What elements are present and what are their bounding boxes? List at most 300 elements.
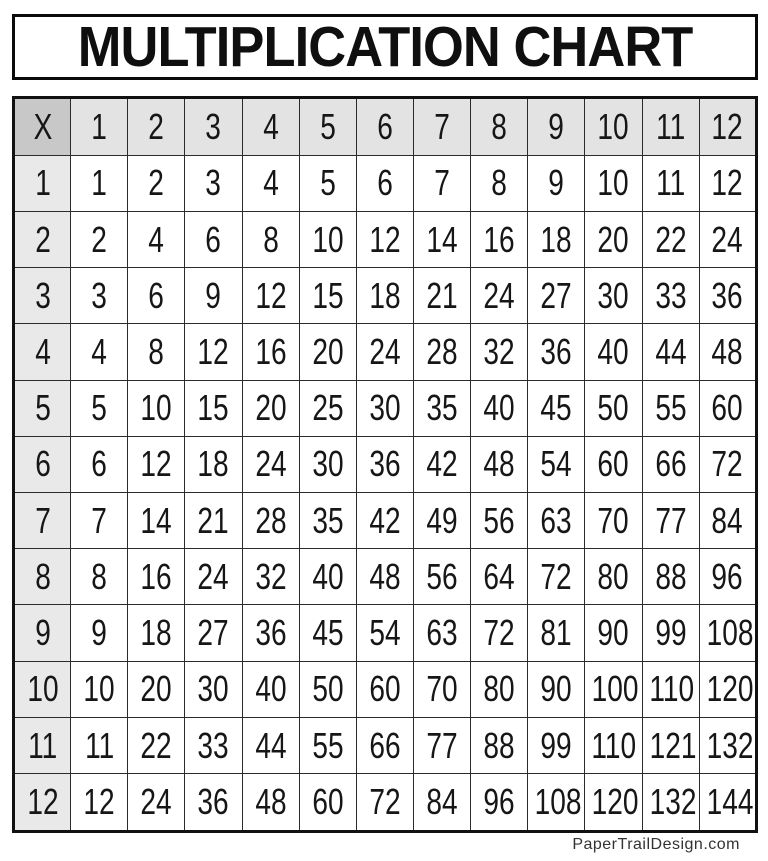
product-cell-value: 6	[377, 162, 393, 204]
product-cell-value: 12	[197, 331, 230, 372]
product-cell	[471, 155, 528, 211]
product-cell-value: 9	[548, 162, 565, 204]
row-header-cell	[14, 605, 71, 661]
table-row	[14, 155, 757, 211]
product-cell-value: 10	[312, 218, 344, 260]
product-cell	[185, 774, 242, 832]
product-cell	[71, 211, 128, 267]
product-cell	[642, 661, 699, 717]
product-cell	[128, 155, 185, 211]
product-cell	[585, 493, 642, 549]
product-cell	[356, 324, 413, 380]
product-cell	[356, 155, 413, 211]
column-header-cell	[185, 98, 242, 156]
column-header-cell-value: 11	[656, 105, 686, 147]
product-cell-value: 12	[140, 443, 172, 485]
column-header-cell-value: 4	[262, 105, 279, 147]
product-cell	[585, 380, 642, 436]
product-cell-value: 7	[434, 162, 450, 204]
product-cell	[356, 774, 413, 832]
row-header-cell-value: 3	[34, 274, 51, 316]
product-cell-value: 108	[534, 781, 582, 823]
product-cell-value: 32	[483, 331, 515, 372]
product-cell-value: 30	[597, 274, 630, 316]
table-row	[14, 661, 757, 717]
product-cell-value: 9	[91, 612, 108, 654]
table-row	[14, 549, 757, 605]
product-cell-value: 90	[540, 668, 572, 710]
product-cell	[642, 155, 699, 211]
product-cell-value: 56	[426, 555, 458, 597]
product-cell	[528, 493, 585, 549]
product-cell-value: 5	[319, 162, 336, 204]
product-cell-value: 100	[592, 668, 639, 710]
product-cell	[642, 436, 699, 492]
product-cell-value: 66	[369, 724, 401, 766]
product-cell-value: 42	[426, 443, 458, 485]
product-cell	[471, 774, 528, 832]
product-cell	[642, 268, 699, 324]
product-cell	[299, 380, 356, 436]
product-cell	[185, 324, 242, 380]
product-cell	[585, 211, 642, 267]
product-cell	[699, 774, 756, 832]
product-cell-value: 63	[540, 499, 572, 541]
product-cell	[699, 717, 756, 773]
product-cell	[299, 155, 356, 211]
product-cell-value: 132	[649, 781, 697, 823]
product-cell	[471, 493, 528, 549]
product-cell	[528, 268, 585, 324]
product-cell-value: 66	[654, 443, 687, 485]
product-cell	[242, 605, 299, 661]
product-cell	[185, 493, 242, 549]
column-header-cell-value: 10	[597, 105, 630, 147]
product-cell-value: 30	[312, 443, 344, 485]
product-cell	[642, 605, 699, 661]
product-cell-value: 18	[140, 612, 172, 654]
product-cell-value: 40	[597, 331, 630, 372]
product-cell	[585, 605, 642, 661]
product-cell-value: 3	[205, 162, 222, 204]
product-cell-value: 8	[148, 331, 165, 372]
row-header-cell-value: 6	[34, 443, 51, 485]
product-cell-value: 110	[591, 724, 637, 766]
product-cell	[699, 493, 756, 549]
product-cell-value: 27	[197, 612, 230, 654]
product-cell	[242, 324, 299, 380]
product-cell-value: 45	[540, 387, 572, 429]
product-cell	[299, 211, 356, 267]
product-cell	[71, 774, 128, 832]
product-cell-value: 121	[649, 724, 697, 766]
product-cell-value: 45	[312, 612, 344, 654]
product-cell-value: 12	[711, 162, 743, 204]
product-cell	[413, 605, 470, 661]
product-cell-value: 12	[255, 274, 287, 316]
product-cell-value: 60	[597, 443, 630, 485]
product-cell	[642, 549, 699, 605]
column-header-cell-value: 5	[319, 105, 336, 147]
product-cell-value: 18	[197, 443, 230, 485]
product-cell	[528, 436, 585, 492]
table-row	[14, 324, 757, 380]
product-cell-value: 72	[711, 443, 743, 485]
header-row	[14, 98, 757, 156]
product-cell	[185, 605, 242, 661]
row-header-cell	[14, 661, 71, 717]
product-cell	[413, 211, 470, 267]
product-cell-value: 48	[369, 555, 401, 597]
product-cell-value: 24	[197, 555, 230, 597]
row-header-cell-value: 12	[26, 781, 59, 823]
row-header-cell	[14, 380, 71, 436]
product-cell-value: 132	[706, 724, 754, 766]
product-cell	[128, 380, 185, 436]
product-cell-value: 30	[197, 668, 230, 710]
product-cell	[585, 717, 642, 773]
product-cell	[585, 774, 642, 832]
product-cell	[471, 661, 528, 717]
product-cell	[71, 661, 128, 717]
product-cell	[356, 661, 413, 717]
row-header-cell-value: 4	[34, 331, 51, 372]
product-cell	[528, 774, 585, 832]
product-cell	[128, 268, 185, 324]
product-cell-value: 24	[711, 218, 743, 260]
product-cell-value: 80	[483, 668, 515, 710]
product-cell-value: 16	[255, 331, 287, 372]
product-cell	[242, 493, 299, 549]
product-cell-value: 33	[197, 724, 230, 766]
product-cell-value: 8	[262, 218, 279, 260]
product-cell-value: 96	[483, 781, 515, 823]
product-cell	[413, 155, 470, 211]
product-cell-value: 2	[148, 162, 165, 204]
product-cell-value: 22	[654, 218, 687, 260]
product-cell-value: 60	[312, 781, 344, 823]
product-cell	[242, 211, 299, 267]
product-cell-value: 25	[312, 387, 344, 429]
product-cell-value: 70	[597, 499, 630, 541]
column-header-cell-value: 3	[205, 105, 222, 147]
product-cell	[71, 324, 128, 380]
product-cell-value: 84	[426, 781, 458, 823]
table-row	[14, 380, 757, 436]
product-cell	[699, 661, 756, 717]
product-cell	[413, 774, 470, 832]
product-cell-value: 50	[312, 668, 344, 710]
product-cell	[413, 380, 470, 436]
product-cell	[471, 436, 528, 492]
product-cell-value: 15	[312, 274, 344, 316]
table-row	[14, 268, 757, 324]
product-cell	[299, 549, 356, 605]
column-header-cell-value: 6	[377, 105, 393, 147]
product-cell	[242, 549, 299, 605]
product-cell-value: 10	[140, 387, 172, 429]
product-cell	[642, 493, 699, 549]
row-header-cell-value: 10	[26, 668, 59, 710]
corner-cell-value: X	[33, 105, 52, 147]
column-header-cell	[471, 98, 528, 156]
column-header-cell-value: 7	[434, 105, 450, 147]
table-row	[14, 774, 757, 832]
product-cell	[585, 661, 642, 717]
product-cell-value: 99	[654, 612, 687, 654]
product-cell	[185, 155, 242, 211]
product-cell-value: 81	[540, 612, 572, 654]
row-header-cell-value: 9	[34, 612, 51, 654]
product-cell-value: 27	[540, 274, 572, 316]
product-cell	[128, 717, 185, 773]
product-cell	[128, 549, 185, 605]
footer	[12, 833, 758, 854]
product-cell-value: 44	[255, 724, 287, 766]
row-header-cell-value: 8	[34, 555, 51, 597]
product-cell	[699, 605, 756, 661]
product-cell	[128, 661, 185, 717]
product-cell-value: 36	[369, 443, 401, 485]
product-cell	[585, 549, 642, 605]
product-cell-value: 84	[711, 499, 743, 541]
product-cell-value: 72	[369, 781, 401, 823]
product-cell-value: 20	[255, 387, 287, 429]
product-cell-value: 5	[91, 387, 108, 429]
product-cell-value: 144	[706, 781, 754, 823]
corner-cell	[14, 98, 71, 156]
product-cell-value: 72	[540, 555, 572, 597]
product-cell	[356, 436, 413, 492]
product-cell-value: 88	[483, 724, 515, 766]
product-cell-value: 30	[369, 387, 401, 429]
product-cell	[471, 324, 528, 380]
product-cell-value: 96	[711, 555, 743, 597]
product-cell	[71, 605, 128, 661]
product-cell	[242, 155, 299, 211]
product-cell	[699, 324, 756, 380]
product-cell	[528, 324, 585, 380]
column-header-cell	[128, 98, 185, 156]
table-row	[14, 436, 757, 492]
product-cell	[699, 211, 756, 267]
table-row	[14, 211, 757, 267]
product-cell	[528, 155, 585, 211]
column-header-cell	[699, 98, 756, 156]
product-cell-value: 80	[597, 555, 630, 597]
product-cell	[356, 493, 413, 549]
product-cell-value: 32	[255, 555, 287, 597]
product-cell-value: 8	[491, 162, 507, 204]
product-cell	[356, 380, 413, 436]
product-cell	[585, 436, 642, 492]
column-header-cell-value: 9	[548, 105, 565, 147]
product-cell	[299, 661, 356, 717]
product-cell-value: 7	[91, 499, 108, 541]
column-header-cell	[585, 98, 642, 156]
product-cell	[185, 661, 242, 717]
product-cell-value: 36	[540, 331, 572, 372]
row-header-cell	[14, 549, 71, 605]
product-cell-value: 120	[592, 781, 639, 823]
product-cell	[642, 717, 699, 773]
product-cell	[185, 549, 242, 605]
product-cell-value: 48	[255, 781, 287, 823]
product-cell	[299, 436, 356, 492]
product-cell	[128, 605, 185, 661]
product-cell	[128, 324, 185, 380]
product-cell-value: 2	[91, 218, 108, 260]
product-cell-value: 21	[426, 274, 458, 316]
page-title: MULTIPLICATION CHART	[77, 14, 693, 79]
product-cell	[299, 774, 356, 832]
product-cell	[299, 324, 356, 380]
product-cell	[71, 155, 128, 211]
product-cell-value: 20	[140, 668, 172, 710]
product-cell	[299, 717, 356, 773]
product-cell	[71, 493, 128, 549]
product-cell	[413, 324, 470, 380]
product-cell-value: 14	[426, 218, 458, 260]
product-cell	[528, 605, 585, 661]
product-cell-value: 77	[654, 499, 687, 541]
product-cell-value: 20	[597, 218, 630, 260]
product-cell-value: 14	[140, 499, 172, 541]
title-banner	[12, 14, 758, 80]
product-cell	[185, 268, 242, 324]
product-cell-value: 12	[369, 218, 401, 260]
product-cell-value: 36	[711, 274, 743, 316]
row-header-cell-value: 5	[34, 387, 51, 429]
product-cell-value: 24	[140, 781, 172, 823]
row-header-cell	[14, 268, 71, 324]
row-header-cell	[14, 324, 71, 380]
product-cell-value: 35	[312, 499, 344, 541]
product-cell-value: 35	[426, 387, 458, 429]
product-cell	[528, 717, 585, 773]
product-cell-value: 40	[483, 387, 515, 429]
row-header-cell-value: 2	[34, 218, 51, 260]
product-cell-value: 24	[255, 443, 287, 485]
product-cell	[356, 717, 413, 773]
product-cell-value: 63	[426, 612, 458, 654]
multiplication-grid-wrapper	[12, 96, 758, 833]
product-cell	[585, 324, 642, 380]
product-cell	[71, 717, 128, 773]
product-cell-value: 33	[654, 274, 687, 316]
product-cell	[356, 549, 413, 605]
product-cell	[71, 549, 128, 605]
product-cell	[642, 324, 699, 380]
product-cell-value: 18	[369, 274, 401, 316]
product-cell-value: 6	[205, 218, 222, 260]
product-cell	[642, 211, 699, 267]
column-header-cell	[71, 98, 128, 156]
product-cell	[699, 380, 756, 436]
product-cell-value: 40	[255, 668, 287, 710]
column-header-cell	[642, 98, 699, 156]
product-cell	[413, 268, 470, 324]
product-cell-value: 24	[369, 331, 401, 372]
product-cell-value: 110	[648, 668, 694, 710]
product-cell-value: 70	[426, 668, 458, 710]
column-header-cell-value: 8	[491, 105, 507, 147]
product-cell-value: 54	[369, 612, 401, 654]
product-cell	[242, 436, 299, 492]
row-header-cell-value: 11	[27, 724, 58, 766]
product-cell	[242, 717, 299, 773]
product-cell	[471, 549, 528, 605]
product-cell-value: 60	[369, 668, 401, 710]
product-cell-value: 72	[483, 612, 515, 654]
product-cell-value: 28	[426, 331, 458, 372]
product-cell-value: 18	[540, 218, 572, 260]
product-cell-value: 44	[654, 331, 687, 372]
row-header-cell-value: 7	[34, 499, 51, 541]
product-cell	[185, 380, 242, 436]
product-cell	[413, 549, 470, 605]
product-cell-value: 48	[711, 331, 743, 372]
product-cell-value: 4	[262, 162, 279, 204]
row-header-cell	[14, 436, 71, 492]
product-cell	[471, 380, 528, 436]
product-cell	[242, 380, 299, 436]
product-cell	[128, 436, 185, 492]
product-cell-value: 108	[706, 612, 754, 654]
product-cell	[471, 211, 528, 267]
product-cell-value: 54	[540, 443, 572, 485]
product-cell-value: 55	[312, 724, 344, 766]
product-cell	[299, 493, 356, 549]
product-cell-value: 55	[654, 387, 687, 429]
product-cell	[413, 717, 470, 773]
multiplication-table	[12, 96, 758, 833]
product-cell	[528, 380, 585, 436]
product-cell-value: 6	[148, 274, 165, 316]
product-cell	[185, 717, 242, 773]
product-cell-value: 8	[91, 555, 108, 597]
product-cell-value: 77	[426, 724, 458, 766]
product-cell	[128, 774, 185, 832]
product-cell	[642, 774, 699, 832]
credit-text: PaperTrailDesign.com	[572, 836, 740, 853]
product-cell-value: 10	[597, 162, 630, 204]
row-header-cell	[14, 717, 71, 773]
product-cell-value: 50	[597, 387, 630, 429]
product-cell-value: 16	[140, 555, 172, 597]
product-cell	[528, 211, 585, 267]
product-cell	[71, 268, 128, 324]
product-cell	[699, 436, 756, 492]
product-cell	[699, 549, 756, 605]
product-cell	[242, 268, 299, 324]
product-cell	[471, 605, 528, 661]
product-cell	[585, 268, 642, 324]
product-cell-value: 16	[483, 218, 515, 260]
product-cell	[471, 717, 528, 773]
product-cell	[356, 605, 413, 661]
product-cell-value: 4	[91, 331, 108, 372]
product-cell-value: 60	[711, 387, 743, 429]
product-cell	[413, 661, 470, 717]
column-header-cell-value: 2	[148, 105, 165, 147]
product-cell-value: 120	[706, 668, 754, 710]
product-cell-value: 11	[84, 724, 114, 766]
product-cell	[128, 493, 185, 549]
product-cell-value: 9	[205, 274, 222, 316]
table-row	[14, 717, 757, 773]
column-header-cell	[242, 98, 299, 156]
